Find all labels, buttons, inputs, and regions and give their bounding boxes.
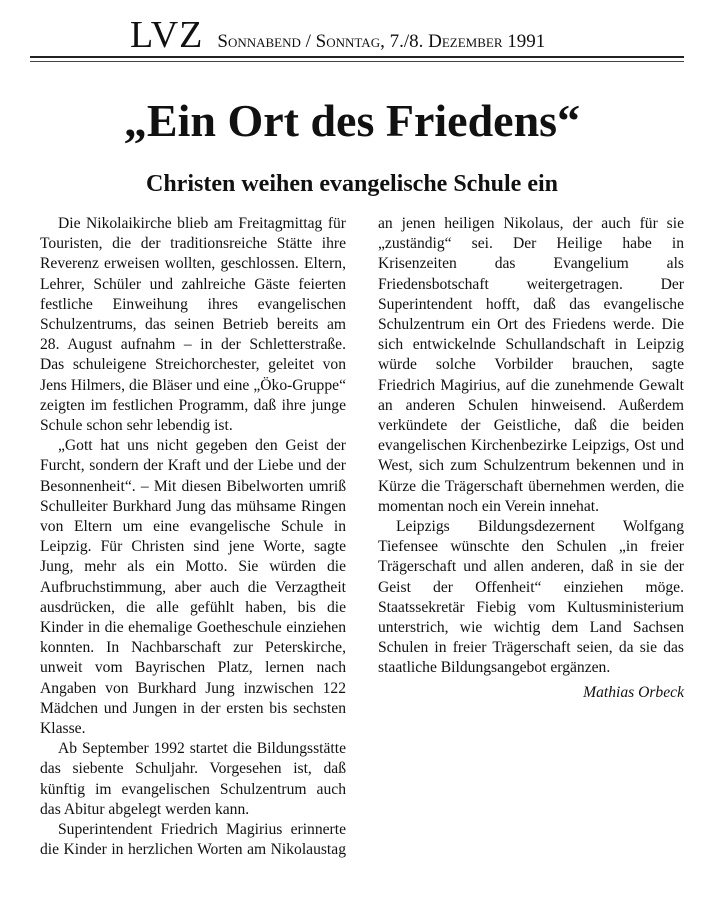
article-headline: „Ein Ort des Friedens“ [123,95,581,146]
article-byline: Mathias Orbeck [583,683,684,701]
paragraph: Ab September 1992 startet die Bildungsstätte das siebente Schuljahr. Vorgesehen ist, daß künftig im evangelischen Schulzentrum auch das Abitur abgelegt werden kann. [40,740,346,818]
newspaper-logo: LVZ [130,14,204,56]
paragraph: Leipzigs Bildungsdezernent Wolfgang Tiefensee wünschte den Schulen „in freier Trägerschaft und allen anderen, daß in sie der Geist der Offenheit“ einziehen möge. Staatssekretär Fiebig vom Kultusministerium unterstrich, wie wichtig dem Land Sachsen Schulen in freier Trägerschaft seien, da sie das staatliche Bildungsangebot ergänzen. [378,518,684,677]
paragraph: „Gott hat uns nicht gegeben den Geist der Furcht, sondern der Kraft und der Liebe und der Besonnenheit“. – Mit diesen Bibelworten umriß Schulleiter Burkhard Jung das mühsame Ringen von Eltern um eine evangelische Schule in Leipzig. Für Christen sind jene Worte, sagte Jung, mehr als ein Motto. Sie würden die Aufbruchstimmung, aber auch die Verzagtheit ausdrücken, die alle gefühlt haben, bis die Kinder in die ehemalige Goetheschule einziehen konnten. In Nachbarschaft zur Peterskirche, unweit vom Bayrischen Platz, lernen nach Angaben von Burkhard Jung inzwischen 122 Mädchen und Jungen in der ersten bis sechsten Klasse. [40,437,346,738]
masthead-rule-thin [30,61,684,62]
masthead [130,16,610,56]
masthead-rule [30,56,684,58]
article-body [40,214,684,874]
paragraph: Die Nikolaikirche blieb am Freitagmittag für Touristen, die der traditionsreiche Stätte ihre Reverenz erweisen wollten, geschlossen. Eltern, Lehrer, Schüler und zahlreiche Gäste feierten festliche Einweihung ihres evangelischen Schulzentrums, das seinen Betrieb bereits am 28. August aufnahm – in der Schletterstraße. Das schuleigene Streichorchester, geleitet von Jens Hilmers, die Bläser und eine „Öko-Gruppe“ zeigten im festlichen Programm, daß ihre junge Schule schon sehr lebendig ist. [40,215,346,435]
article-subheadline: Christen weihen evangelische Schule ein [146,171,558,197]
paragraph: Superintendent Friedrich Magirius erinnerte die Kinder in herzlichen Worten am Nikolaustag an jenen heiligen Nikolaus, der auch für sie „zuständig“ sei. Der Heilige habe in Krisenzeiten das Evangelium als Friedensbotschaft weitergetragen. Der Superintendent hofft, daß das evangelische Schulzentrum ein Ort des Friedens werde. Die sich entwickelnde Schullandschaft in Leipzig würde solche Vorbilder brauchen, sagte Friedrich Magirius, auf die zunehmende Gewalt an anderen Schulen hinweisend. Außerdem verkündete der Geistliche, daß die beiden evangelischen Kirchenbezirke Leipzigs, Ost und West, sich zum Schulzentrum bekennen und in Kürze die Trägerschaft übernehmen werden, die momentan noch ein Verein innehat. [40,215,684,859]
issue-date: Sonnabend / Sonntag, 7./8. Dezember 1991 [217,31,546,52]
